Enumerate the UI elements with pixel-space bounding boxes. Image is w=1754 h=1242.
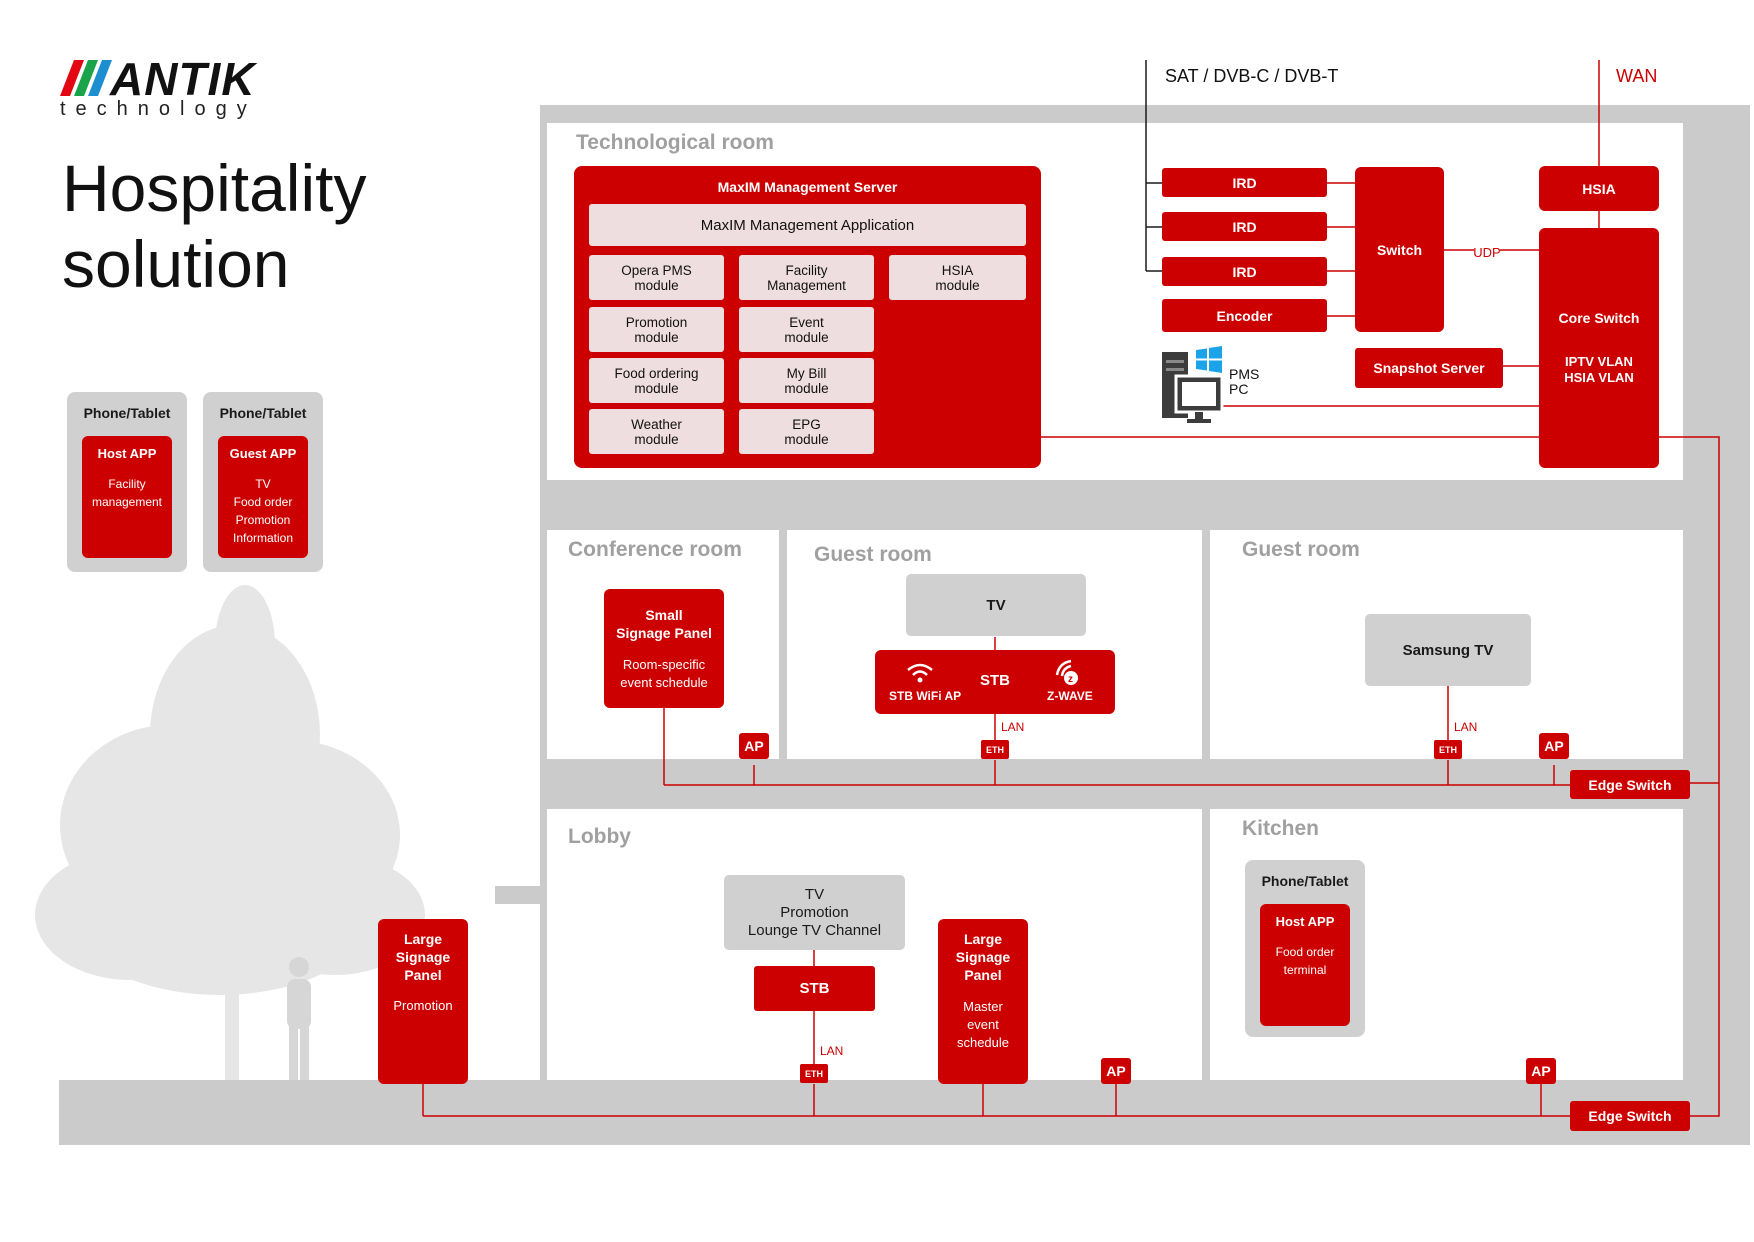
guest-room-2-label: Guest room	[1242, 538, 1360, 561]
small-signage-panel	[604, 589, 724, 708]
lobby-label: Lobby	[568, 825, 631, 848]
module-weather: Weather module	[589, 409, 724, 454]
outer-signage-desc: Promotion	[393, 998, 453, 1013]
small-signage-title: Small Signage Panel	[616, 606, 712, 641]
module-opera-pms: Opera PMS module	[589, 255, 724, 300]
edge-switch-1: Edge Switch	[1570, 770, 1690, 799]
tech-room-label: Technological room	[576, 131, 774, 154]
guest-room-1-tv: TV	[906, 574, 1086, 636]
logo-subtext: technology	[60, 98, 257, 120]
module-hsia: HSIA module	[889, 255, 1026, 300]
guest-device-label: Phone/Tablet	[219, 405, 307, 421]
inner-signage-desc: Master event schedule	[956, 999, 1010, 1050]
module-facility-management: Facility Management	[739, 255, 874, 300]
ird-1: IRD	[1162, 168, 1327, 197]
guest-room-2-ap: AP	[1539, 733, 1569, 759]
host-device-label: Phone/Tablet	[83, 405, 171, 421]
lobby-ap: AP	[1101, 1058, 1131, 1084]
kitchen-ap: AP	[1526, 1058, 1556, 1084]
hsia-server: HSIA	[1539, 166, 1659, 211]
outer-signage-title: Large Signage Panel	[395, 931, 451, 983]
module-my-bill: My Bill module	[739, 358, 874, 403]
ird-3: IRD	[1162, 257, 1327, 286]
kitchen-device-card	[1245, 860, 1365, 1037]
lobby-stb: STB	[754, 966, 875, 1011]
core-switch	[1539, 228, 1659, 468]
windows-logo-icon	[1196, 346, 1224, 374]
ird-2: IRD	[1162, 212, 1327, 241]
stb-wifi-label: STB WiFi AP	[889, 689, 962, 703]
guest-room-1-eth-port: ETH	[981, 740, 1009, 759]
sat-input-label: SAT / DVB-C / DVB-T	[1165, 66, 1339, 86]
module-promotion: Promotion module	[589, 307, 724, 352]
maxim-server-title: MaxIM Management Server	[717, 179, 898, 195]
svg-text:z: z	[1068, 674, 1073, 685]
guest-room-1-lan-label: LAN	[1001, 720, 1025, 734]
kitchen-app-desc: Food order terminal	[1275, 945, 1335, 977]
pms-pc-label: PMS PC	[1229, 366, 1260, 397]
maxim-server	[574, 166, 1041, 468]
guest-room-1-label: Guest room	[814, 543, 932, 566]
samsung-tv: Samsung TV	[1365, 614, 1531, 686]
outer-large-signage-panel	[378, 919, 468, 1084]
core-switch-title: Core Switch	[1558, 310, 1640, 326]
edge-switch-2: Edge Switch	[1570, 1101, 1690, 1131]
encoder: Encoder	[1162, 299, 1327, 332]
page-title-line2: solution	[62, 227, 290, 301]
z-wave-label: Z-WAVE	[1047, 689, 1093, 703]
module-food-ordering: Food ordering module	[589, 358, 724, 403]
guest-app-title: Guest APP	[229, 446, 297, 461]
udp-label: UDP	[1473, 244, 1501, 260]
snapshot-server: Snapshot Server	[1355, 348, 1503, 388]
wan-input-label: WAN	[1616, 66, 1658, 86]
z-wave-icon	[1053, 659, 1083, 687]
lobby-lan-label: LAN	[820, 1044, 844, 1058]
switch: Switch	[1355, 167, 1444, 332]
wifi-icon	[905, 660, 935, 684]
kitchen-label: Kitchen	[1242, 817, 1320, 840]
guest-room-1-stb	[875, 650, 1115, 714]
guest-app-desc: TV Food order Promotion Information	[232, 477, 294, 545]
page-title-line1: Hospitality	[62, 151, 367, 225]
stb-label: STB	[980, 671, 1010, 689]
inner-large-signage-panel	[938, 919, 1028, 1084]
host-app-desc: Facility management	[91, 477, 163, 509]
kitchen-device-label: Phone/Tablet	[1261, 873, 1349, 889]
host-app-title: Host APP	[97, 446, 157, 461]
module-event: Event module	[739, 307, 874, 352]
logo-text: ANTIK	[110, 53, 256, 105]
lobby-tv: TV Promotion Lounge TV Channel	[724, 875, 905, 950]
kitchen-host-app-screen	[1260, 904, 1350, 1026]
small-signage-desc: Room-specific event schedule	[620, 656, 708, 690]
module-epg: EPG module	[739, 409, 874, 454]
core-switch-vlans: IPTV VLAN HSIA VLAN	[1564, 354, 1634, 385]
inner-signage-title: Large Signage Panel	[955, 931, 1011, 983]
guest-room-2-lan-label: LAN	[1454, 720, 1478, 734]
kitchen-app-title: Host APP	[1275, 914, 1335, 929]
lobby-eth-port: ETH	[800, 1064, 828, 1083]
conference-ap: AP	[739, 733, 769, 759]
conference-room-label: Conference room	[568, 538, 742, 561]
guest-room-2-eth-port: ETH	[1434, 740, 1462, 759]
maxim-app-bar: MaxIM Management Application	[589, 204, 1026, 246]
